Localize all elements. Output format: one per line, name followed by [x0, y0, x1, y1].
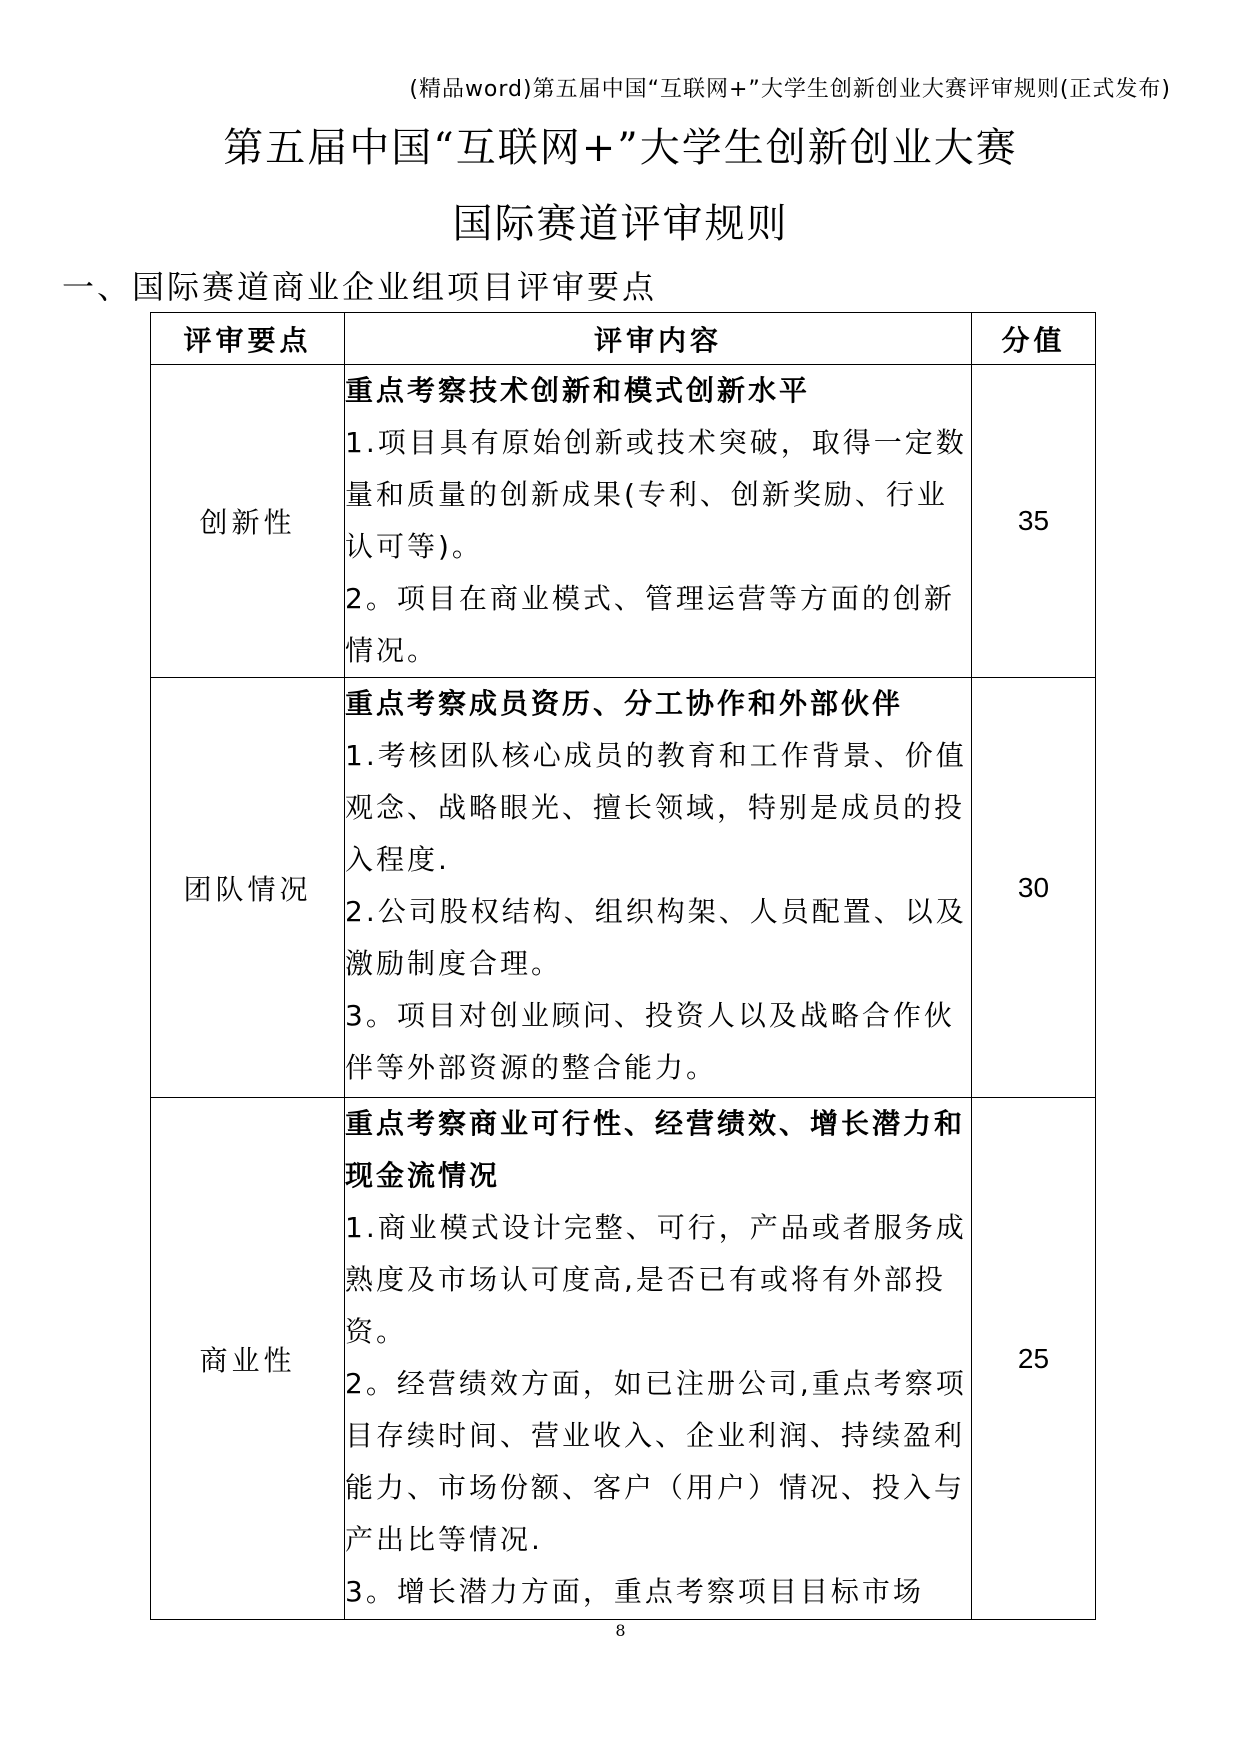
criteria-item: 1.商业模式设计完整、可行，产品或者服务成熟度及市场认可度高,是否已有或将有外部投资。: [345, 1211, 967, 1348]
criteria-item: 2。项目在商业模式、管理运营等方面的创新情况。: [345, 582, 955, 667]
header-review-content: 评审内容: [345, 313, 972, 365]
score-cell: 30: [972, 678, 1096, 1098]
review-point-cell: 创新性: [151, 365, 345, 678]
section-heading: 一、国际赛道商业企业组项目评审要点: [62, 268, 658, 306]
focus-statement: 重点考察技术创新和模式创新水平: [345, 374, 811, 407]
running-header: (精品word)第五届中国“互联网+”大学生创新创业大赛评审规则(正式发布): [409, 77, 1171, 102]
review-point-cell: 团队情况: [151, 678, 345, 1098]
criteria-item: 1.考核团队核心成员的教育和工作背景、价值观念、战略眼光、擅长领域，特别是成员的投入程度.: [345, 739, 967, 876]
review-point-cell: 商业性: [151, 1098, 345, 1620]
document-subtitle: 国际赛道评审规则: [452, 201, 789, 247]
page-number: 8: [615, 1621, 626, 1640]
score-cell: 35: [972, 365, 1096, 678]
table-row: [151, 1098, 1096, 1620]
focus-statement: 重点考察商业可行性、经营绩效、增长潜力和现金流情况: [345, 1107, 966, 1192]
table-row: [151, 678, 1096, 1098]
criteria-item: 2.公司股权结构、组织构架、人员配置、以及激励制度合理。: [345, 895, 967, 980]
review-content-cell: [345, 365, 972, 678]
score-cell: 25: [972, 1098, 1096, 1620]
criteria-item: 3。增长潜力方面，重点考察项目目标市场: [345, 1575, 924, 1608]
header-score: 分值: [972, 313, 1096, 365]
table-row: [151, 365, 1096, 678]
criteria-item: 3。项目对创业顾问、投资人以及战略合作伙伴等外部资源的整合能力。: [345, 999, 955, 1084]
review-criteria-table: [150, 312, 1096, 1620]
header-review-point: 评审要点: [151, 313, 345, 365]
criteria-item: 2。经营绩效方面，如已注册公司,重点考察项目存续时间、营业收入、企业利润、持续盈利能力、市场份额、客户（用户）情况、投入与产出比等情况.: [345, 1367, 967, 1556]
review-content-cell: [345, 678, 972, 1098]
review-content-cell: [345, 1098, 972, 1620]
document-title: 第五届中国“互联网+”大学生创新创业大赛: [223, 125, 1018, 171]
focus-statement: 重点考察成员资历、分工协作和外部伙伴: [345, 687, 904, 720]
criteria-item: 1.项目具有原始创新或技术突破，取得一定数量和质量的创新成果(专利、创新奖励、行业认可等)。: [345, 426, 967, 563]
table-header-row: [151, 313, 1096, 365]
